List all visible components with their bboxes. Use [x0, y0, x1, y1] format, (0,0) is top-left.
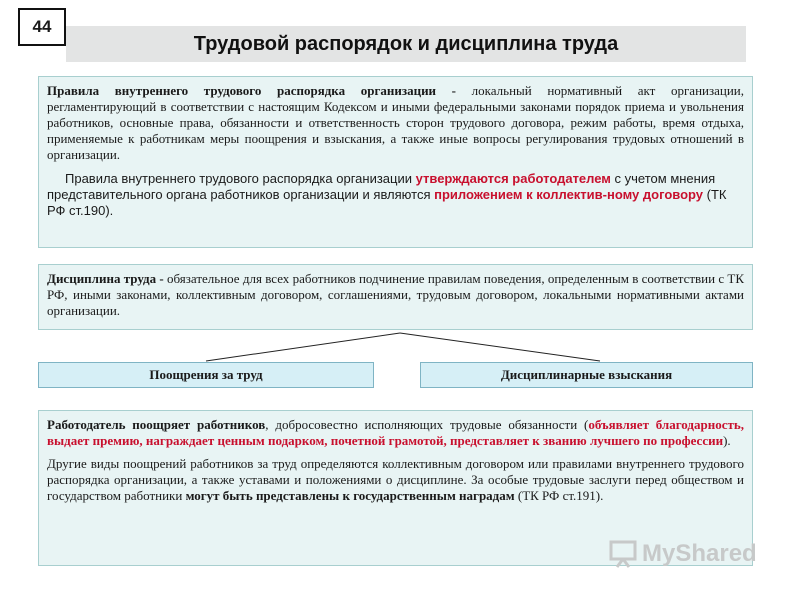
internal-rules-definition: [47, 83, 744, 163]
rewards-paragraph-2: [47, 456, 744, 504]
approval-part-a: Правила внутреннего трудового распорядка: [65, 171, 333, 186]
internal-rules-term: Правила внутреннего трудового распорядка организации -: [47, 83, 472, 98]
labor-discipline-definition: [47, 271, 744, 319]
approval-part-f: (ТК РФ ст.190).: [47, 187, 727, 218]
rewards-p1-b: , добросовестно исполняющих трудовые обязанности (: [265, 417, 589, 432]
internal-rules-approval: [47, 171, 744, 219]
watermark-text: MyShared: [642, 540, 757, 567]
disciplinary-actions-label: Дисциплинарные взыскания: [420, 362, 753, 388]
myshared-watermark: [608, 538, 757, 570]
slide-number: 44: [18, 8, 66, 46]
rewards-p1-c: объявляет благодарность, выдает премию, награждает ценным подарком, почетной грамотой, представляет к званию лучшего по профессии: [47, 417, 745, 448]
approval-part-d: с учетом мнения представительного органа работников организации и являются: [47, 171, 716, 202]
internal-rules-box: [38, 76, 753, 248]
labor-discipline-text: обязательное для всех работников подчинение правилам поведения, определенным в соответствии с ТК РФ, иными законами, коллективным договором, соглашениями, трудовым договором, локальными нормативными актами организации.: [47, 271, 745, 318]
slide-title: Трудовой распорядок и дисциплина труда: [66, 26, 746, 62]
rewards-p2-b: могут быть представлены к государственным наградам: [185, 488, 515, 503]
rewards-p2-c: (ТК РФ ст.191).: [514, 488, 604, 503]
rewards-p1-d: ).: [723, 433, 731, 448]
approval-part-b: организации: [332, 171, 416, 186]
approval-part-e: приложением к коллектив-ному договору: [434, 187, 704, 202]
approval-part-c: утверждаются работодателем: [415, 171, 611, 186]
presentation-board-icon: [608, 539, 638, 569]
rewards-p2-a: Другие виды поощрений работников за труд определяются коллективным договором или правилами внутреннего трудового распорядка организации, а также уставами и положениями о дисциплине. За особые трудовые заслуги перед обществом и государством работники: [47, 456, 744, 503]
rewards-label: Поощрения за труд: [38, 362, 374, 388]
connector-left-line: [206, 333, 400, 361]
labor-discipline-box: [38, 264, 753, 330]
internal-rules-text: локальный нормативный акт организации, регламентирующий в соответствии с настоящим Кодексом и иными федеральными законами порядок приема и увольнения работников, основные права, обязанности и ответственность сторон трудового договора, режим работы, время отдыха, применяемые к работникам меры поощрения и взыскания, а также иные вопросы регулирования трудовых отношений в организации.: [47, 83, 745, 162]
rewards-paragraph-1: [47, 417, 744, 449]
connector-right-line: [400, 333, 600, 361]
rewards-p1-a: Работодатель поощряет работников: [47, 417, 266, 432]
labor-discipline-term: Дисциплина труда -: [47, 271, 167, 286]
